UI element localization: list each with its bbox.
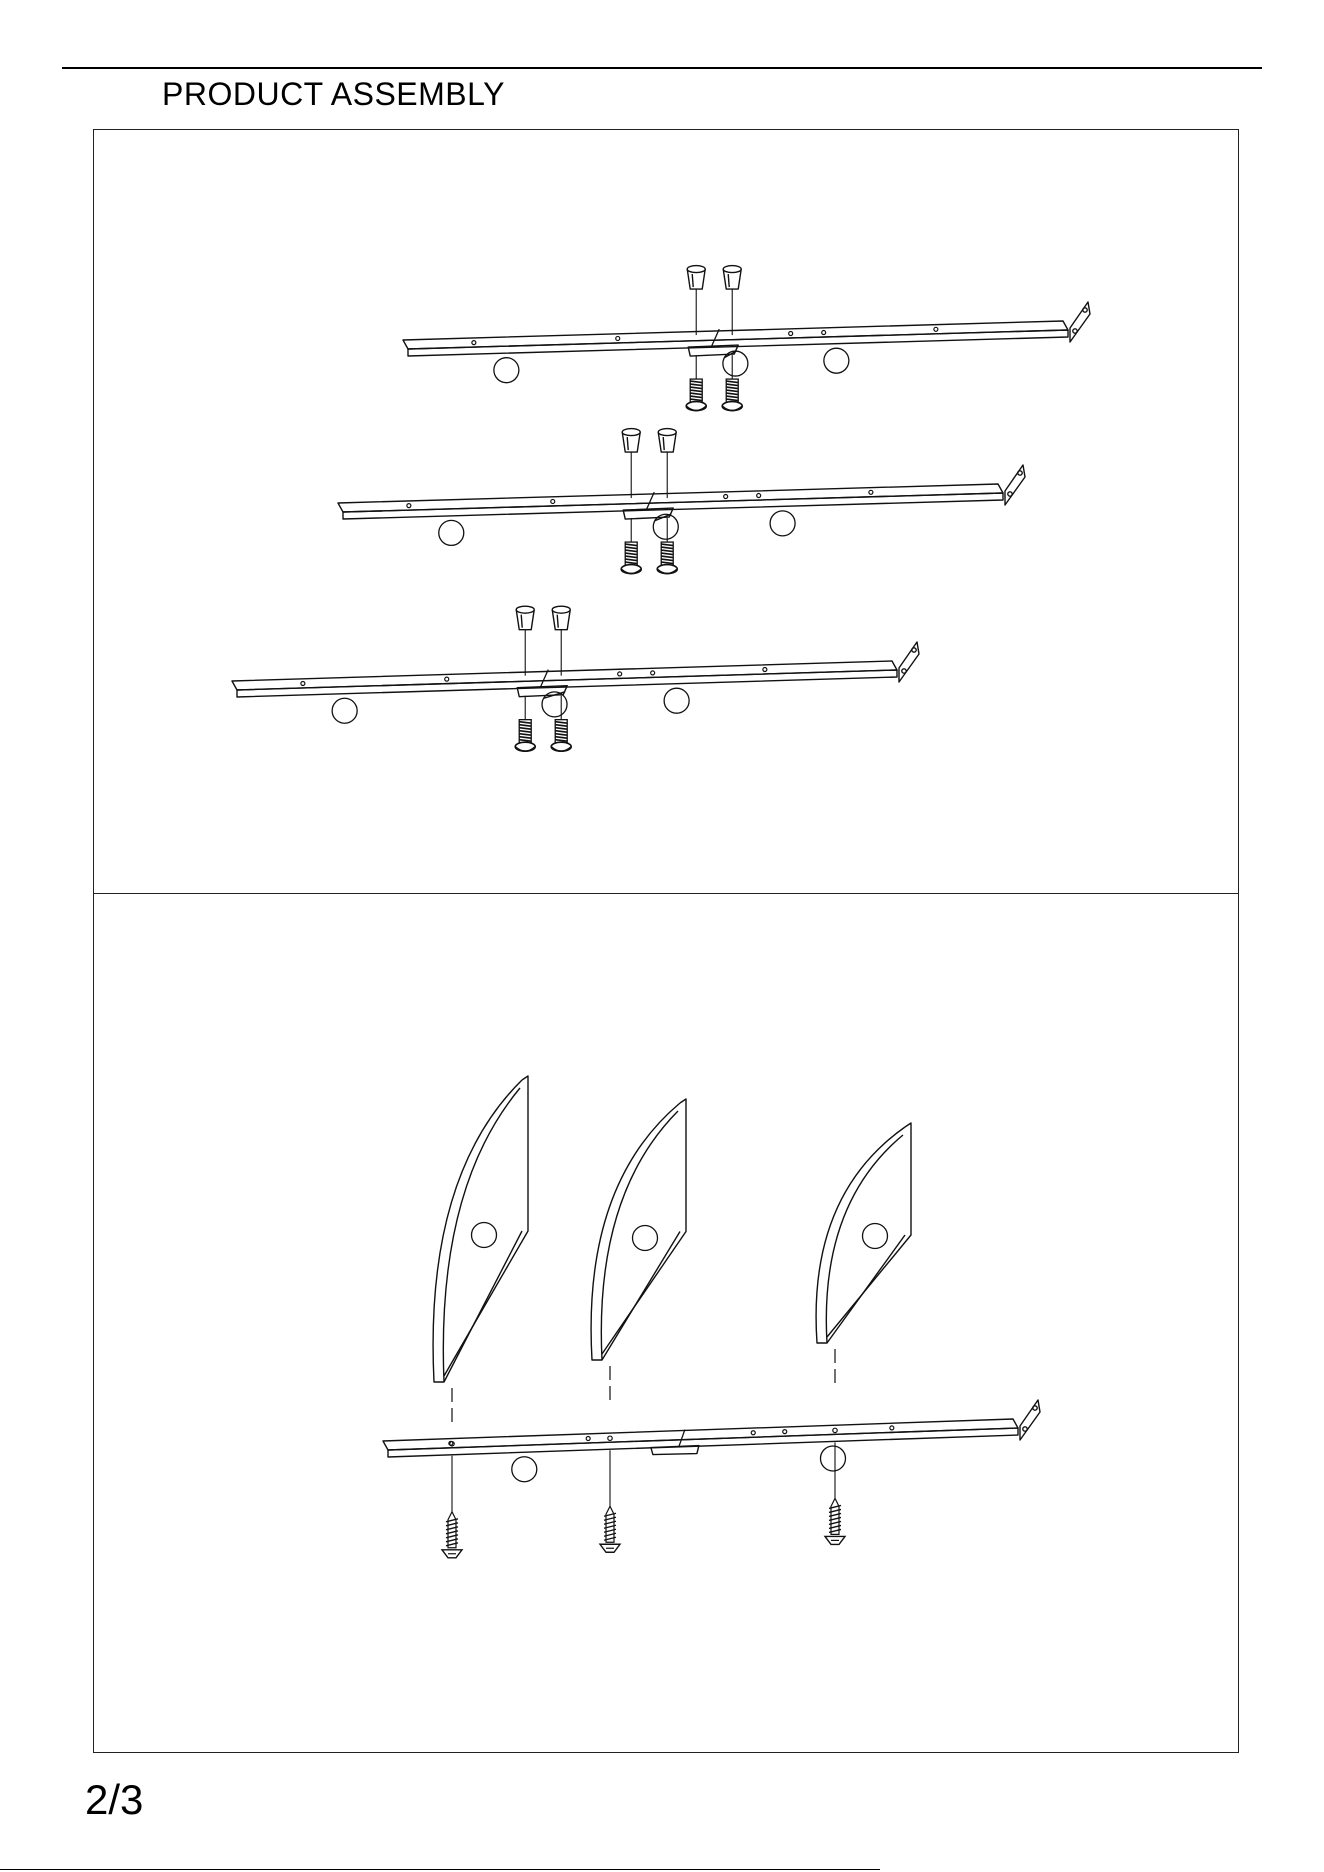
rail-front-face [388, 1428, 1018, 1457]
rail-bottom [232, 606, 919, 751]
rail-hole [472, 341, 476, 345]
hex-bolt [551, 720, 571, 752]
hex-bolt [686, 379, 706, 411]
wood-screw [600, 1506, 620, 1552]
rail-hole [783, 1430, 787, 1434]
rail-hole [751, 1431, 755, 1435]
part-label-circle [863, 1224, 888, 1249]
rail-hole [934, 327, 938, 331]
part-label-circle [494, 358, 519, 383]
rail-hole [890, 1426, 894, 1430]
hex-bolt [657, 542, 677, 574]
rail-front-face [237, 670, 897, 697]
hex-bolt [621, 542, 641, 574]
footer-rule [0, 1869, 880, 1870]
part-label-circle [820, 1446, 845, 1471]
rail-hole [869, 490, 873, 494]
part-label-circle [664, 688, 689, 713]
rail-hole [822, 331, 826, 335]
rail-top [403, 266, 1090, 411]
panel-face [433, 1080, 522, 1382]
step-2-panel-assembly [383, 1076, 1040, 1558]
rail-seam [679, 1430, 685, 1447]
rail-hole [724, 494, 728, 498]
part-label-circle [332, 698, 357, 723]
page-title: PRODUCT ASSEMBLY [162, 76, 505, 112]
part-label-circle [633, 1226, 658, 1251]
bracket-hole [912, 648, 916, 652]
curved-panel-left [433, 1076, 528, 1558]
part-label-circle [824, 348, 849, 373]
bracket-hole [902, 669, 906, 673]
insert-nut [552, 606, 570, 630]
bracket-hole [1018, 471, 1022, 475]
hex-bolt [515, 720, 535, 752]
panel-face [816, 1127, 905, 1343]
insert-nut [516, 606, 534, 630]
panel-face [591, 1103, 680, 1360]
rail-hole [651, 671, 655, 675]
rail-hole [586, 1437, 590, 1441]
part-label-circle [770, 511, 795, 536]
part-label-circle [512, 1457, 537, 1482]
rail-hole [616, 336, 620, 340]
step-1-rail-assembly [232, 266, 1090, 752]
hex-bolt [722, 379, 742, 411]
bracket-hole [1083, 308, 1087, 312]
rail-hole [618, 672, 622, 676]
rail-hole [445, 677, 449, 681]
bracket-hole [1023, 1427, 1027, 1431]
rail-hole [301, 682, 305, 686]
rail-top-face [383, 1419, 1018, 1450]
insert-nut [658, 429, 676, 453]
part-label-circle [472, 1223, 497, 1248]
rail-seam [540, 670, 548, 688]
insert-nut [622, 429, 640, 453]
rail-hole [789, 331, 793, 335]
rail-hole [757, 494, 761, 498]
rail-hole [833, 1428, 837, 1432]
bracket-hole [1033, 1406, 1037, 1410]
rail-middle [338, 429, 1025, 574]
wood-screw [442, 1512, 462, 1558]
rail-lower [383, 1400, 1040, 1482]
rail-front-face [408, 330, 1068, 356]
panel-back-edge [602, 1099, 686, 1354]
bracket-hole [1008, 492, 1012, 496]
wood-screw [825, 1498, 845, 1544]
curved-panel-middle [591, 1099, 686, 1552]
insert-nut [723, 266, 741, 290]
curved-panel-right [816, 1123, 911, 1544]
rail-hole [608, 1436, 612, 1440]
rail-hole [551, 499, 555, 503]
rail-front-face [343, 493, 1003, 519]
rail-hole [763, 668, 767, 672]
rail-hole [407, 504, 411, 508]
bracket-hole [1073, 329, 1077, 333]
panel-bevel [826, 1135, 903, 1343]
page-number: 2/3 [85, 1776, 144, 1823]
insert-nut [687, 266, 705, 290]
panel-back-edge [444, 1076, 528, 1376]
part-label-circle [439, 520, 464, 545]
